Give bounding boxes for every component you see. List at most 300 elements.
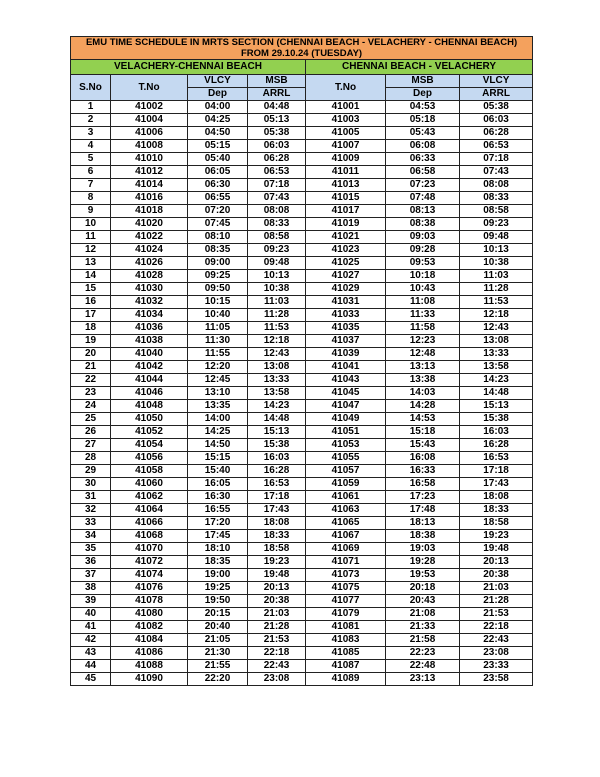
- table-row: [71, 205, 533, 218]
- vlcy-dep-cell: 12:45: [188, 374, 248, 387]
- train-no-cell: 41069: [306, 543, 386, 556]
- train-no-cell: 41068: [111, 530, 188, 543]
- vlcy-arrl-cell: 08:33: [460, 192, 533, 205]
- vlcy-arrl-cell: 07:43: [460, 166, 533, 179]
- sno-cell: 33: [71, 517, 111, 530]
- vlcy-dep-cell: 16:05: [188, 478, 248, 491]
- msb-arrl-cell: 22:18: [248, 647, 306, 660]
- train-no-cell: 41054: [111, 439, 188, 452]
- msb-dep-cell: 16:58: [386, 478, 460, 491]
- sno-cell: 38: [71, 582, 111, 595]
- vlcy-dep-cell: 09:50: [188, 283, 248, 296]
- vlcy-arrl-cell: 06:28: [460, 127, 533, 140]
- vlcy-arrl-cell: 08:58: [460, 205, 533, 218]
- vlcy-dep-cell: 16:30: [188, 491, 248, 504]
- msb-dep-cell: 17:48: [386, 504, 460, 517]
- msb-arrl-cell: 08:08: [248, 205, 306, 218]
- train-no-cell: 41024: [111, 244, 188, 257]
- vlcy-arrl-cell: 21:53: [460, 608, 533, 621]
- vlcy-dep-cell: 11:05: [188, 322, 248, 335]
- train-no-cell: 41005: [306, 127, 386, 140]
- sno-cell: 10: [71, 218, 111, 231]
- vlcy-arrl-cell: 13:58: [460, 361, 533, 374]
- train-no-cell: 41067: [306, 530, 386, 543]
- sno-cell: 13: [71, 257, 111, 270]
- sno-cell: 4: [71, 140, 111, 153]
- schedule-sheet: [70, 36, 532, 686]
- msb-arrl-cell: 21:03: [248, 608, 306, 621]
- vlcy-arrl-cell: 22:43: [460, 634, 533, 647]
- msb-dep-cell: 09:28: [386, 244, 460, 257]
- msb-dep-cell: 20:43: [386, 595, 460, 608]
- sno-cell: 42: [71, 634, 111, 647]
- train-no-cell: 41075: [306, 582, 386, 595]
- msb-dep-cell: 06:58: [386, 166, 460, 179]
- msb-dep-cell: 18:13: [386, 517, 460, 530]
- msb-dep-cell: 19:28: [386, 556, 460, 569]
- table-row: [71, 270, 533, 283]
- vlcy-arrl-cell: 20:38: [460, 569, 533, 582]
- vlcy-arrl-cell: 14:23: [460, 374, 533, 387]
- train-no-cell: 41013: [306, 179, 386, 192]
- table-row: [71, 478, 533, 491]
- sno-cell: 29: [71, 465, 111, 478]
- vlcy-dep-cell: 15:15: [188, 452, 248, 465]
- train-no-cell: 41064: [111, 504, 188, 517]
- train-no-cell: 41052: [111, 426, 188, 439]
- sno-cell: 16: [71, 296, 111, 309]
- msb-arrl-cell: 15:13: [248, 426, 306, 439]
- msb-dep-cell: 06:08: [386, 140, 460, 153]
- sno-cell: 36: [71, 556, 111, 569]
- vlcy-arrl-cell: 16:28: [460, 439, 533, 452]
- header-msb-left: MSB: [248, 75, 306, 88]
- table-row: [71, 530, 533, 543]
- header-dep-left: Dep: [188, 88, 248, 101]
- sno-cell: 1: [71, 101, 111, 114]
- sno-cell: 15: [71, 283, 111, 296]
- table-row: [71, 608, 533, 621]
- train-no-cell: 41015: [306, 192, 386, 205]
- table-row: [71, 582, 533, 595]
- train-no-cell: 41016: [111, 192, 188, 205]
- train-no-cell: 41018: [111, 205, 188, 218]
- train-no-cell: 41070: [111, 543, 188, 556]
- table-row: [71, 179, 533, 192]
- vlcy-arrl-cell: 19:23: [460, 530, 533, 543]
- vlcy-dep-cell: 10:15: [188, 296, 248, 309]
- table-row: [71, 634, 533, 647]
- vlcy-arrl-cell: 19:48: [460, 543, 533, 556]
- header-sno: S.No: [71, 75, 111, 101]
- header-arrl-right: ARRL: [460, 88, 533, 101]
- vlcy-arrl-cell: 18:33: [460, 504, 533, 517]
- msb-dep-cell: 19:53: [386, 569, 460, 582]
- sno-cell: 34: [71, 530, 111, 543]
- sno-cell: 19: [71, 335, 111, 348]
- header-arrl-left: ARRL: [248, 88, 306, 101]
- vlcy-arrl-cell: 15:13: [460, 400, 533, 413]
- header-msb-right: MSB: [386, 75, 460, 88]
- msb-arrl-cell: 17:43: [248, 504, 306, 517]
- train-no-cell: 41042: [111, 361, 188, 374]
- msb-arrl-cell: 15:38: [248, 439, 306, 452]
- msb-arrl-cell: 14:23: [248, 400, 306, 413]
- msb-arrl-cell: 09:23: [248, 244, 306, 257]
- train-no-cell: 41034: [111, 309, 188, 322]
- vlcy-arrl-cell: 23:33: [460, 660, 533, 673]
- vlcy-dep-cell: 11:55: [188, 348, 248, 361]
- vlcy-dep-cell: 13:35: [188, 400, 248, 413]
- train-no-cell: 41073: [306, 569, 386, 582]
- vlcy-arrl-cell: 14:48: [460, 387, 533, 400]
- sno-cell: 27: [71, 439, 111, 452]
- train-no-cell: 41038: [111, 335, 188, 348]
- vlcy-dep-cell: 06:30: [188, 179, 248, 192]
- msb-arrl-cell: 20:38: [248, 595, 306, 608]
- msb-arrl-cell: 14:48: [248, 413, 306, 426]
- msb-dep-cell: 14:03: [386, 387, 460, 400]
- sno-cell: 31: [71, 491, 111, 504]
- msb-dep-cell: 08:13: [386, 205, 460, 218]
- vlcy-dep-cell: 11:30: [188, 335, 248, 348]
- train-no-cell: 41062: [111, 491, 188, 504]
- sno-cell: 26: [71, 426, 111, 439]
- vlcy-arrl-cell: 22:18: [460, 621, 533, 634]
- vlcy-dep-cell: 06:05: [188, 166, 248, 179]
- vlcy-dep-cell: 20:40: [188, 621, 248, 634]
- sno-cell: 2: [71, 114, 111, 127]
- train-no-cell: 41081: [306, 621, 386, 634]
- table-row: [71, 621, 533, 634]
- msb-arrl-cell: 06:28: [248, 153, 306, 166]
- msb-dep-cell: 10:18: [386, 270, 460, 283]
- msb-arrl-cell: 11:53: [248, 322, 306, 335]
- msb-dep-cell: 11:58: [386, 322, 460, 335]
- train-no-cell: 41084: [111, 634, 188, 647]
- vlcy-arrl-cell: 06:03: [460, 114, 533, 127]
- msb-dep-cell: 14:28: [386, 400, 460, 413]
- train-no-cell: 41061: [306, 491, 386, 504]
- sno-cell: 40: [71, 608, 111, 621]
- vlcy-dep-cell: 14:50: [188, 439, 248, 452]
- msb-dep-cell: 07:48: [386, 192, 460, 205]
- vlcy-dep-cell: 07:45: [188, 218, 248, 231]
- train-no-cell: 41033: [306, 309, 386, 322]
- train-no-cell: 41002: [111, 101, 188, 114]
- vlcy-arrl-cell: 09:48: [460, 231, 533, 244]
- msb-dep-cell: 12:48: [386, 348, 460, 361]
- train-no-cell: 41089: [306, 673, 386, 686]
- vlcy-arrl-cell: 12:18: [460, 309, 533, 322]
- train-no-cell: 41041: [306, 361, 386, 374]
- section-beach-to-velachery: CHENNAI BEACH - VELACHERY: [306, 60, 533, 75]
- vlcy-arrl-cell: 20:13: [460, 556, 533, 569]
- train-no-cell: 41046: [111, 387, 188, 400]
- table-row: [71, 127, 533, 140]
- vlcy-dep-cell: 21:05: [188, 634, 248, 647]
- train-no-cell: 41011: [306, 166, 386, 179]
- sno-cell: 44: [71, 660, 111, 673]
- table-row: [71, 257, 533, 270]
- train-no-cell: 41006: [111, 127, 188, 140]
- msb-arrl-cell: 18:58: [248, 543, 306, 556]
- sno-cell: 32: [71, 504, 111, 517]
- train-no-cell: 41055: [306, 452, 386, 465]
- train-no-cell: 41014: [111, 179, 188, 192]
- vlcy-arrl-cell: 15:38: [460, 413, 533, 426]
- train-no-cell: 41044: [111, 374, 188, 387]
- table-row: [71, 192, 533, 205]
- header-vlcy-right: VLCY: [460, 75, 533, 88]
- vlcy-dep-cell: 19:00: [188, 569, 248, 582]
- msb-dep-cell: 10:43: [386, 283, 460, 296]
- sno-cell: 25: [71, 413, 111, 426]
- msb-arrl-cell: 08:58: [248, 231, 306, 244]
- msb-dep-cell: 04:53: [386, 101, 460, 114]
- table-row: [71, 517, 533, 530]
- train-no-cell: 41066: [111, 517, 188, 530]
- train-no-cell: 41088: [111, 660, 188, 673]
- vlcy-dep-cell: 04:00: [188, 101, 248, 114]
- msb-arrl-cell: 10:13: [248, 270, 306, 283]
- train-no-cell: 41077: [306, 595, 386, 608]
- vlcy-arrl-cell: 23:08: [460, 647, 533, 660]
- table-row: [71, 452, 533, 465]
- train-no-cell: 41025: [306, 257, 386, 270]
- train-no-cell: 41083: [306, 634, 386, 647]
- header-tno-right: T.No: [306, 75, 386, 101]
- msb-arrl-cell: 22:43: [248, 660, 306, 673]
- train-no-cell: 41009: [306, 153, 386, 166]
- vlcy-dep-cell: 05:40: [188, 153, 248, 166]
- table-row: [71, 218, 533, 231]
- train-no-cell: 41004: [111, 114, 188, 127]
- schedule-title: EMU TIME SCHEDULE IN MRTS SECTION (CHENNAI BEACH - VELACHERY - CHENNAI BEACH) FROM 29.10.24 (TUESDAY): [71, 37, 533, 60]
- table-row: [71, 335, 533, 348]
- train-no-cell: 41032: [111, 296, 188, 309]
- msb-arrl-cell: 04:48: [248, 101, 306, 114]
- train-no-cell: 41051: [306, 426, 386, 439]
- sno-cell: 21: [71, 361, 111, 374]
- vlcy-dep-cell: 21:30: [188, 647, 248, 660]
- vlcy-dep-cell: 13:10: [188, 387, 248, 400]
- msb-dep-cell: 12:23: [386, 335, 460, 348]
- msb-arrl-cell: 13:08: [248, 361, 306, 374]
- header-vlcy-left: VLCY: [188, 75, 248, 88]
- sno-cell: 3: [71, 127, 111, 140]
- vlcy-arrl-cell: 17:43: [460, 478, 533, 491]
- sno-cell: 12: [71, 244, 111, 257]
- vlcy-dep-cell: 04:50: [188, 127, 248, 140]
- table-row: [71, 426, 533, 439]
- train-no-cell: 41063: [306, 504, 386, 517]
- table-row: [71, 569, 533, 582]
- train-no-cell: 41050: [111, 413, 188, 426]
- msb-arrl-cell: 13:33: [248, 374, 306, 387]
- msb-arrl-cell: 08:33: [248, 218, 306, 231]
- train-no-cell: 41028: [111, 270, 188, 283]
- msb-arrl-cell: 16:03: [248, 452, 306, 465]
- msb-dep-cell: 13:38: [386, 374, 460, 387]
- vlcy-arrl-cell: 17:18: [460, 465, 533, 478]
- train-no-cell: 41065: [306, 517, 386, 530]
- train-no-cell: 41020: [111, 218, 188, 231]
- msb-arrl-cell: 10:38: [248, 283, 306, 296]
- vlcy-dep-cell: 18:10: [188, 543, 248, 556]
- train-no-cell: 41035: [306, 322, 386, 335]
- train-no-cell: 41045: [306, 387, 386, 400]
- train-no-cell: 41087: [306, 660, 386, 673]
- table-row: [71, 556, 533, 569]
- vlcy-arrl-cell: 18:58: [460, 517, 533, 530]
- msb-dep-cell: 08:38: [386, 218, 460, 231]
- table-row: [71, 296, 533, 309]
- train-no-cell: 41012: [111, 166, 188, 179]
- vlcy-arrl-cell: 11:53: [460, 296, 533, 309]
- train-no-cell: 41022: [111, 231, 188, 244]
- table-row: [71, 101, 533, 114]
- train-no-cell: 41043: [306, 374, 386, 387]
- train-no-cell: 41082: [111, 621, 188, 634]
- table-row: [71, 309, 533, 322]
- msb-dep-cell: 22:23: [386, 647, 460, 660]
- msb-arrl-cell: 20:13: [248, 582, 306, 595]
- sno-cell: 28: [71, 452, 111, 465]
- table-row: [71, 413, 533, 426]
- vlcy-arrl-cell: 18:08: [460, 491, 533, 504]
- vlcy-arrl-cell: 13:33: [460, 348, 533, 361]
- msb-dep-cell: 15:43: [386, 439, 460, 452]
- vlcy-dep-cell: 19:25: [188, 582, 248, 595]
- train-no-cell: 41060: [111, 478, 188, 491]
- msb-arrl-cell: 06:53: [248, 166, 306, 179]
- sno-cell: 8: [71, 192, 111, 205]
- train-no-cell: 41086: [111, 647, 188, 660]
- msb-dep-cell: 09:53: [386, 257, 460, 270]
- table-row: [71, 543, 533, 556]
- table-row: [71, 673, 533, 686]
- msb-dep-cell: 16:08: [386, 452, 460, 465]
- sno-cell: 23: [71, 387, 111, 400]
- vlcy-dep-cell: 15:40: [188, 465, 248, 478]
- msb-arrl-cell: 07:43: [248, 192, 306, 205]
- vlcy-arrl-cell: 12:43: [460, 322, 533, 335]
- msb-arrl-cell: 11:28: [248, 309, 306, 322]
- msb-arrl-cell: 19:48: [248, 569, 306, 582]
- table-row: [71, 166, 533, 179]
- msb-dep-cell: 22:48: [386, 660, 460, 673]
- msb-dep-cell: 19:03: [386, 543, 460, 556]
- train-no-cell: 41057: [306, 465, 386, 478]
- msb-arrl-cell: 17:18: [248, 491, 306, 504]
- schedule-table: [70, 36, 533, 686]
- header-tno-left: T.No: [111, 75, 188, 101]
- sno-cell: 14: [71, 270, 111, 283]
- sno-cell: 41: [71, 621, 111, 634]
- train-no-cell: 41058: [111, 465, 188, 478]
- sno-cell: 5: [71, 153, 111, 166]
- vlcy-arrl-cell: 21:03: [460, 582, 533, 595]
- msb-arrl-cell: 12:43: [248, 348, 306, 361]
- vlcy-arrl-cell: 11:28: [460, 283, 533, 296]
- table-row: [71, 231, 533, 244]
- train-no-cell: 41078: [111, 595, 188, 608]
- msb-dep-cell: 18:38: [386, 530, 460, 543]
- train-no-cell: 41001: [306, 101, 386, 114]
- table-row: [71, 465, 533, 478]
- msb-arrl-cell: 05:38: [248, 127, 306, 140]
- sno-cell: 11: [71, 231, 111, 244]
- train-no-cell: 41017: [306, 205, 386, 218]
- table-row: [71, 504, 533, 517]
- train-no-cell: 41031: [306, 296, 386, 309]
- msb-arrl-cell: 21:28: [248, 621, 306, 634]
- vlcy-arrl-cell: 21:28: [460, 595, 533, 608]
- schedule-rows: [71, 101, 533, 686]
- section-velachery-to-beach: VELACHERY-CHENNAI BEACH: [71, 60, 306, 75]
- msb-dep-cell: 21:58: [386, 634, 460, 647]
- vlcy-arrl-cell: 08:08: [460, 179, 533, 192]
- table-row: [71, 361, 533, 374]
- sno-cell: 20: [71, 348, 111, 361]
- vlcy-dep-cell: 21:55: [188, 660, 248, 673]
- train-no-cell: 41074: [111, 569, 188, 582]
- sno-cell: 43: [71, 647, 111, 660]
- vlcy-dep-cell: 16:55: [188, 504, 248, 517]
- train-no-cell: 41072: [111, 556, 188, 569]
- train-no-cell: 41071: [306, 556, 386, 569]
- train-no-cell: 41079: [306, 608, 386, 621]
- train-no-cell: 41036: [111, 322, 188, 335]
- msb-dep-cell: 05:18: [386, 114, 460, 127]
- table-row: [71, 660, 533, 673]
- vlcy-arrl-cell: 09:23: [460, 218, 533, 231]
- table-row: [71, 114, 533, 127]
- train-no-cell: 41039: [306, 348, 386, 361]
- msb-arrl-cell: 05:13: [248, 114, 306, 127]
- table-row: [71, 244, 533, 257]
- train-no-cell: 41030: [111, 283, 188, 296]
- msb-dep-cell: 13:13: [386, 361, 460, 374]
- vlcy-dep-cell: 20:15: [188, 608, 248, 621]
- train-no-cell: 41076: [111, 582, 188, 595]
- train-no-cell: 41003: [306, 114, 386, 127]
- msb-arrl-cell: 11:03: [248, 296, 306, 309]
- train-no-cell: 41027: [306, 270, 386, 283]
- vlcy-arrl-cell: 07:18: [460, 153, 533, 166]
- table-row: [71, 387, 533, 400]
- train-no-cell: 41085: [306, 647, 386, 660]
- msb-dep-cell: 16:33: [386, 465, 460, 478]
- msb-dep-cell: 23:13: [386, 673, 460, 686]
- vlcy-dep-cell: 05:15: [188, 140, 248, 153]
- msb-arrl-cell: 16:28: [248, 465, 306, 478]
- vlcy-dep-cell: 10:40: [188, 309, 248, 322]
- train-no-cell: 41010: [111, 153, 188, 166]
- msb-dep-cell: 21:08: [386, 608, 460, 621]
- msb-arrl-cell: 13:58: [248, 387, 306, 400]
- vlcy-dep-cell: 07:20: [188, 205, 248, 218]
- table-row: [71, 348, 533, 361]
- vlcy-arrl-cell: 10:38: [460, 257, 533, 270]
- train-no-cell: 41056: [111, 452, 188, 465]
- vlcy-arrl-cell: 11:03: [460, 270, 533, 283]
- vlcy-arrl-cell: 23:58: [460, 673, 533, 686]
- vlcy-dep-cell: 19:50: [188, 595, 248, 608]
- vlcy-dep-cell: 14:25: [188, 426, 248, 439]
- msb-arrl-cell: 18:08: [248, 517, 306, 530]
